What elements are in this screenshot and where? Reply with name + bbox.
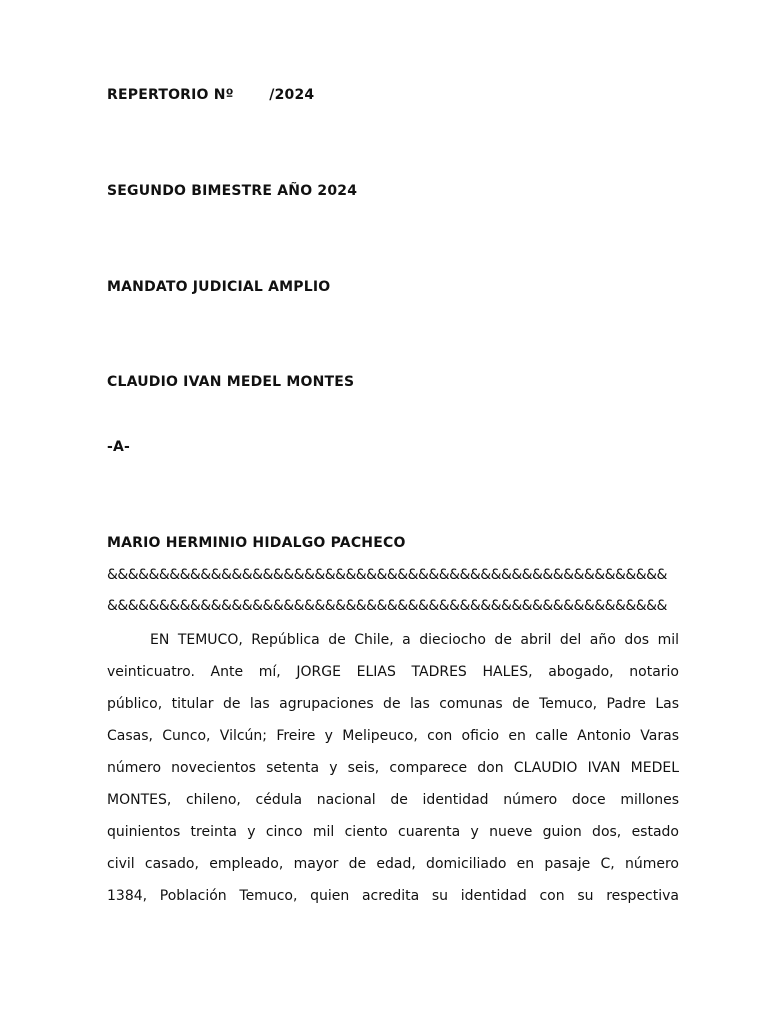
body-line: quinientos treinta y cinco mil ciento cuarenta y nueve guion dos, estado xyxy=(107,824,679,840)
party-separator: -A- xyxy=(107,439,131,455)
body-line: Casas, Cunco, Vilcún; Freire y Melipeuco, con oficio en calle Antonio Varas xyxy=(107,728,679,744)
body-line: 1384, Población Temuco, quien acredita su identidad con su respectiva xyxy=(107,888,679,904)
document-title: MANDATO JUDICIAL AMPLIO xyxy=(107,279,331,295)
body-line: público, titular de las agrupaciones de las comunas de Temuco, Padre Las xyxy=(107,696,679,712)
body-paragraph xyxy=(107,624,679,912)
bimestre-heading: SEGUNDO BIMESTRE AÑO 2024 xyxy=(107,183,358,199)
grantor-name: CLAUDIO IVAN MEDEL MONTES xyxy=(107,374,355,390)
grantee-name: MARIO HERMINIO HIDALGO PACHECO xyxy=(107,535,406,551)
ampersand-filler-line: &&&&&&&&&&&&&&&&&&&&&&&&&&&&&&&&&&&&&&&&&&&&&&&&&&&&&& xyxy=(107,598,667,614)
body-line: EN TEMUCO, República de Chile, a dieciocho de abril del año dos mil xyxy=(150,632,679,648)
ampersand-filler-line: &&&&&&&&&&&&&&&&&&&&&&&&&&&&&&&&&&&&&&&&&&&&&&&&&&&&&& xyxy=(107,567,667,583)
body-line: civil casado, empleado, mayor de edad, domiciliado en pasaje C, número xyxy=(107,856,679,872)
repertorio-heading: REPERTORIO Nº /2024 xyxy=(107,87,315,103)
body-line: veinticuatro. Ante mí, JORGE ELIAS TADRES HALES, abogado, notario xyxy=(107,664,679,680)
body-line: número novecientos setenta y seis, comparece don CLAUDIO IVAN MEDEL xyxy=(107,760,679,776)
body-line: MONTES, chileno, cédula nacional de identidad número doce millones xyxy=(107,792,679,808)
